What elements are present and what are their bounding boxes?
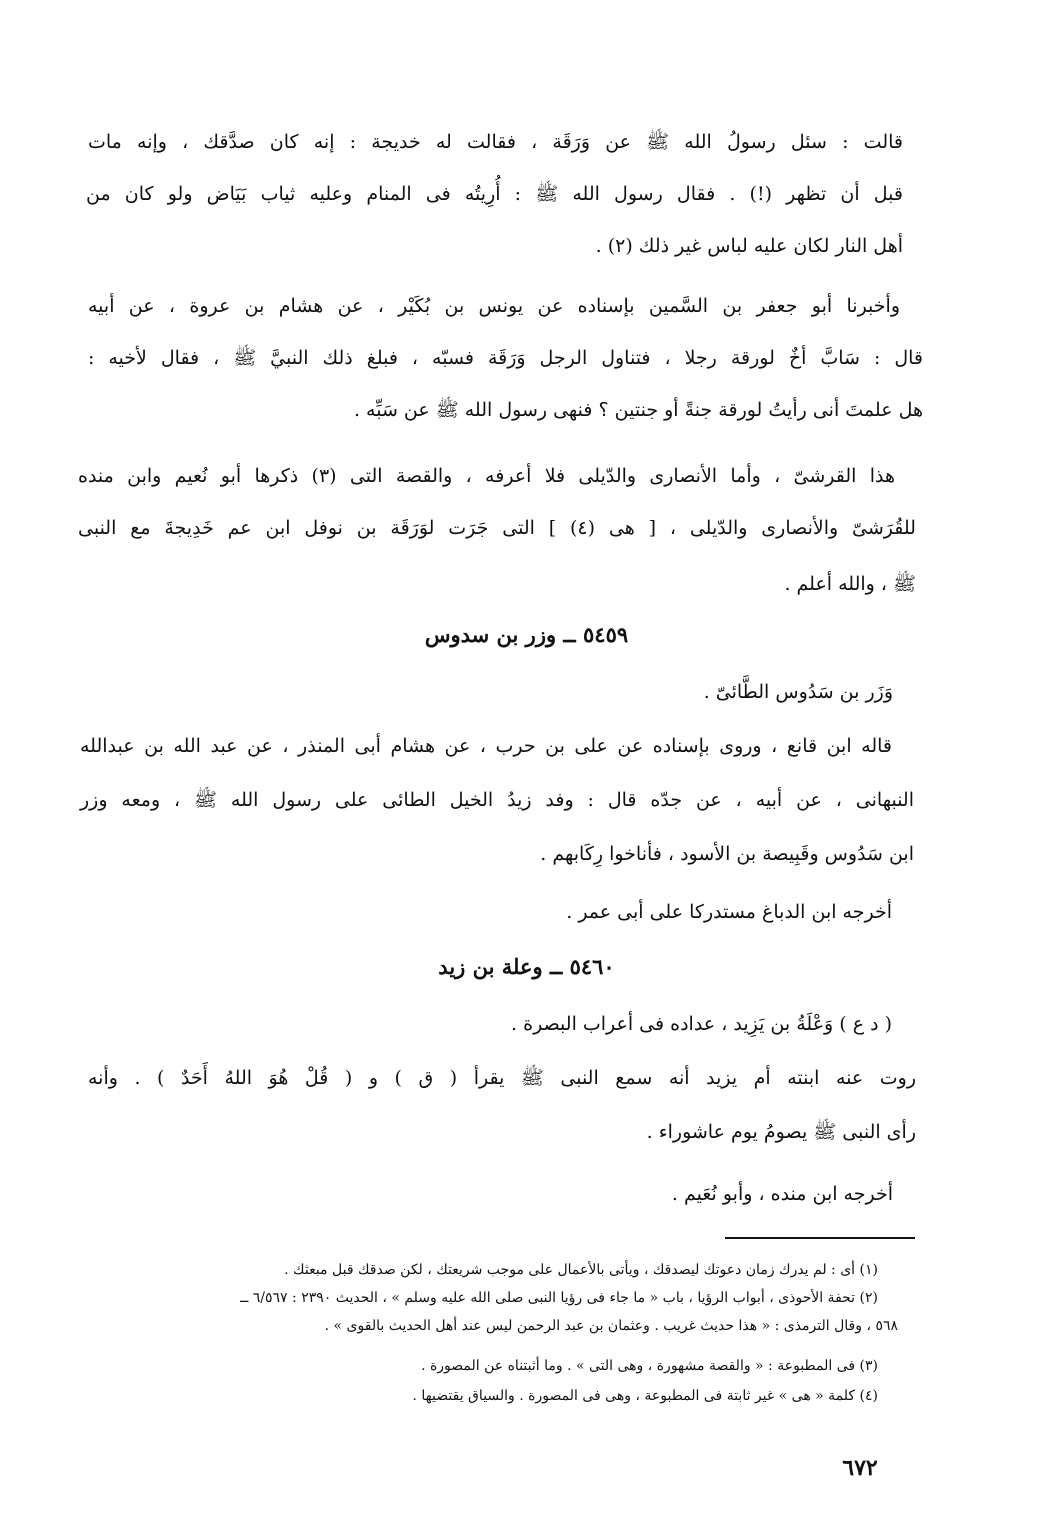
- paragraph-3-line-2: للقُرَشىّ والأنصارى والدّيلى ، [ هى (٤) ] التى جَرَت لوَرَقَة بن نوفل ابن عم خَدِيجةَ مع النبى: [78, 517, 916, 539]
- entry-5459-text-line-3: ابن سَدُوس وقَبِيصة بن الأسود ، فأناخوا رِكَابهم .: [540, 843, 914, 865]
- footnote-1: (١) أى : لم يدرك زمان دعوتك ليصدقك ، ويأتى بالأعمال على موجب شريعتك ، لكن صدقك قبل مبعثك .: [284, 1262, 878, 1278]
- footnote-2: (٢) تحفة الأحوذى ، أبواب الرؤيا ، باب « ما جاء فى رؤيا النبى صلى الله عليه وسلم » ، الحديث ٢٣٩٠ : ٦/٥٦٧ ــ: [240, 1290, 878, 1306]
- entry-5459-text-line-1: قاله ابن قانع ، وروى بإسناده عن على بن حرب ، عن هشام أبى المنذر ، عن عبد الله بن عبدالله: [80, 735, 892, 757]
- entry-5460-text-line-1: روت عنه ابنته أم يزيد أنه سمع النبى ﷺ يقرأ ( ق ) و ( قُلْ هُوَ اللهُ أَحَدٌ ) . وأنه: [88, 1067, 916, 1089]
- entry-5460-name: ( د ع ) وَعْلَةُ بن يَزِيد ، عداده فى أعراب البصرة .: [511, 1013, 892, 1035]
- paragraph-2-line-3: هل علمتَ أنى رأيتُ لورقة جنةً أو جنتين ؟ فنهى رسول الله ﷺ عن سَبِّه .: [353, 399, 923, 421]
- paragraph-2-line-1: وأخبرنا أبو جعفر بن السَّمين بإسناده عن يونس بن بُكَيْر ، عن هشام بن عروة ، عن أبيه: [88, 295, 900, 317]
- entry-5459-heading: ٥٤٥٩ ــ وزر بن سدوس: [424, 622, 629, 647]
- footnote-3: (٣) فى المطبوعة : « والقصة مشهورة ، وهى التى » . وما أثبتناه عن المصورة .: [421, 1358, 878, 1374]
- entry-5460-text-line-2: رأى النبى ﷺ يصومُ يوم عاشوراء .: [646, 1121, 916, 1143]
- page-number: ٦٧٢: [842, 1455, 878, 1481]
- entry-5460-heading: ٥٤٦٠ ــ وعلة بن زيد: [438, 954, 615, 979]
- footnote-divider: [725, 1237, 915, 1239]
- paragraph-3-line-3: ﷺ ، والله أعلم .: [784, 573, 916, 595]
- entry-5459-source: أخرجه ابن الدباغ مستدركا على أبى عمر .: [566, 901, 892, 923]
- entry-5459-name: وَزَر بن سَدُوس الطَّائىّ .: [703, 681, 893, 703]
- entry-5459-text-line-2: النبهانى ، عن أبيه ، عن جدّه قال : وفد زيدُ الخيل الطائى على رسول الله ﷺ ، ومعه وزر: [80, 789, 914, 811]
- paragraph-1-line-3: أهل النار لكان عليه لباس غير ذلك (٢) .: [595, 235, 903, 257]
- paragraph-1-line-2: قبل أن تظهر (!) . فقال رسول الله ﷺ : أُرِيتُه فى المنام وعليه ثياب بَيَاض ولو كان من: [86, 183, 903, 205]
- footnote-4: (٤) كلمة « هى » غير ثابتة فى المطبوعة ، وهى فى المصورة . والسياق يقتضيها .: [412, 1388, 878, 1404]
- entry-5460-source: أخرجه ابن منده ، وأبو نُعَيم .: [671, 1183, 893, 1205]
- footnote-2-continued: ٥٦٨ ، وقال الترمذى : « هذا حديث غريب . وعثمان بن عبد الرحمن ليس عند أهل الحديث بالقوى » .: [324, 1318, 898, 1334]
- paragraph-2-line-2: قال : سَابَّ أخٌ لورقة رجلا ، فتناول الرجل وَرَقَة فسبّه ، فبلغ ذلك النبيَّ ﷺ ، فقال لأخيه :: [88, 347, 923, 369]
- paragraph-3-line-1: هذا القرشىّ ، وأما الأنصارى والدّيلى فلا أعرفه ، والقصة التى (٣) ذكرها أبو نُعيم وابن منده: [78, 465, 895, 487]
- paragraph-1-line-1: قالت : سئل رسولُ الله ﷺ عن وَرَقَة ، فقالت له خديجة : إنه كان صدَّقك ، وإنه مات: [88, 131, 903, 153]
